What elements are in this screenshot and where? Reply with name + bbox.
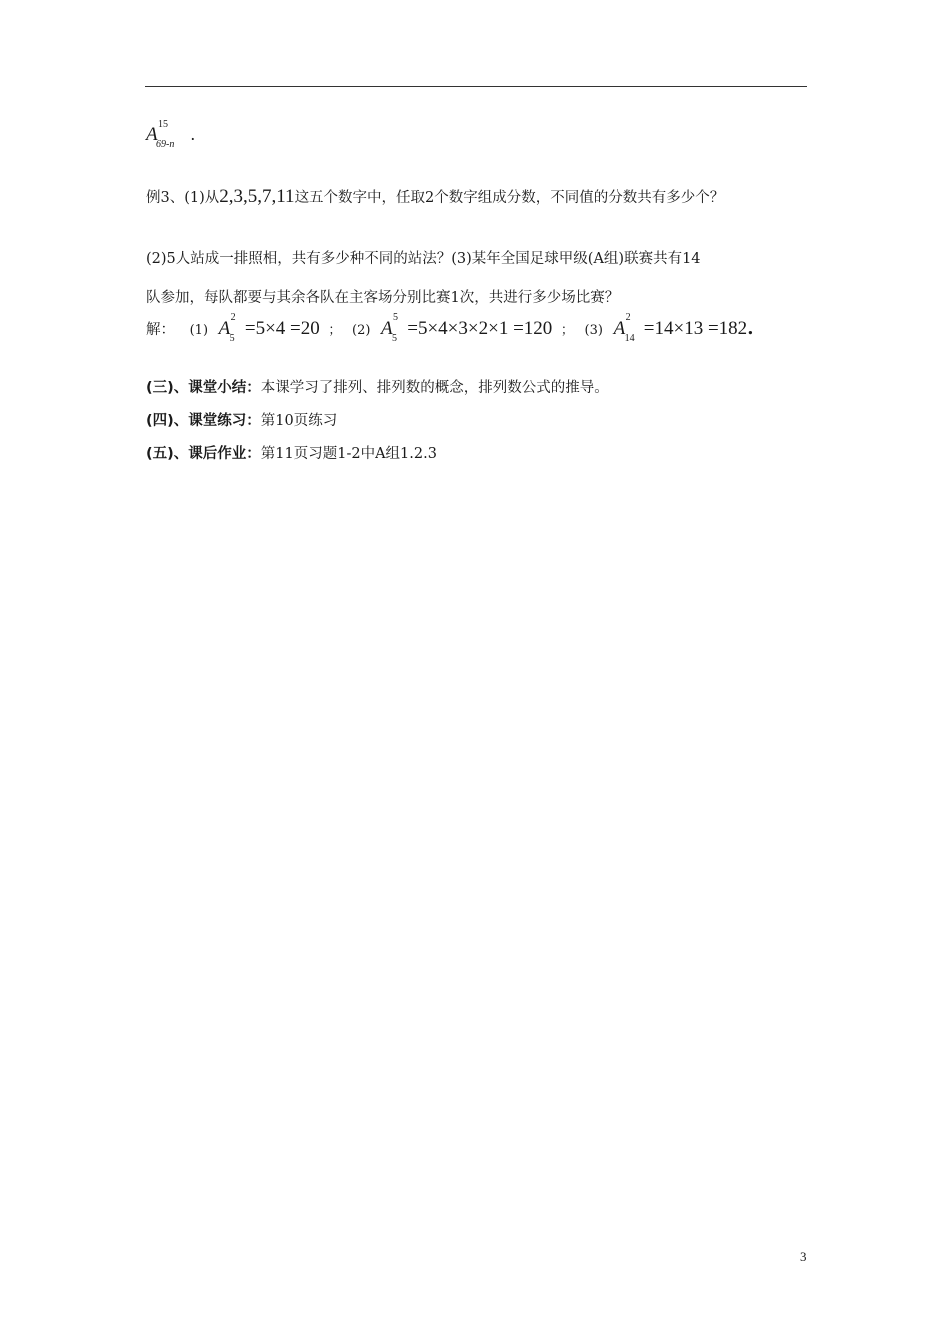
solution-line: 解： (1) A 2 5 =5×4 =20 ； (2) A 5 5 =5×4×3×2×1 =120 ； (3) A 2 14 =14×13 =182. bbox=[146, 312, 754, 344]
formula-A: A 15 69-n bbox=[146, 119, 175, 150]
section-summary: (三)、课堂小结：本课学习了排列、排列数的概念，排列数公式的推导。 bbox=[146, 380, 609, 396]
page-number: 3 bbox=[800, 1249, 807, 1264]
section-heading: (五)、课后作业： bbox=[146, 446, 261, 462]
formula-1: A 2 5 bbox=[218, 312, 236, 344]
example3-line2: (2)5人站成一排照相，共有多少种不同的站法？(3)某年全国足球甲级(A组)联赛共有14 bbox=[146, 251, 701, 267]
example3-line1: 例3、(1)从2,3,5,7,11这五个数字中，任取2个数字组成分数，不同值的分数共有多少个？ bbox=[146, 186, 725, 207]
solution-label: 解： bbox=[146, 322, 175, 338]
section-heading: (三)、课堂小结： bbox=[146, 380, 261, 396]
section-practice: (四)、课堂练习：第10页练习 bbox=[146, 413, 338, 429]
example3-line3: 队参加，每队都要与其余各队在主客场分别比赛1次，共进行多少场比赛？ bbox=[146, 290, 620, 306]
top-formula: A 15 69-n . bbox=[146, 119, 196, 150]
header-rule bbox=[145, 86, 807, 87]
formula-3: A 2 14 bbox=[613, 312, 635, 344]
section-heading: (四)、课堂练习： bbox=[146, 413, 261, 429]
section-homework: (五)、课后作业：第11页习题1-2中A组1.2.3 bbox=[146, 446, 437, 462]
formula-2: A 5 5 bbox=[381, 312, 399, 344]
number-set: 2,3,5,7,11 bbox=[219, 186, 295, 207]
